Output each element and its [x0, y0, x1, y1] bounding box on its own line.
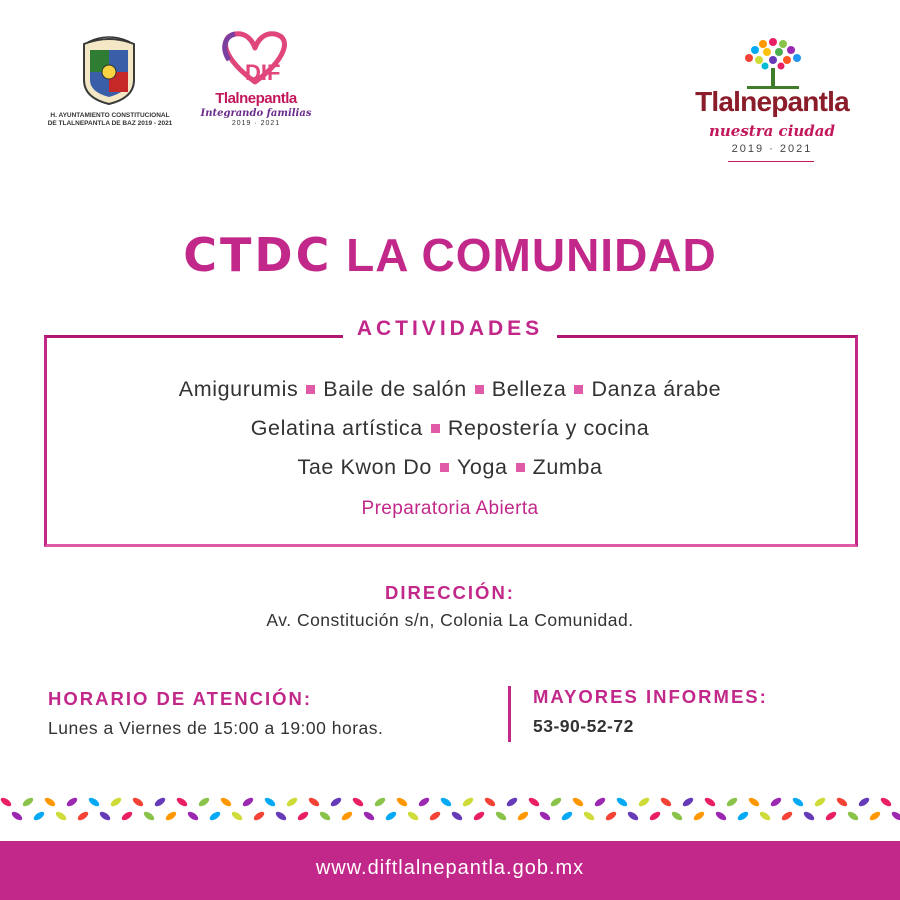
coat-of-arms-icon	[78, 36, 140, 106]
leaf-icon	[439, 796, 452, 808]
activity-item: Tae Kwon Do	[297, 455, 432, 479]
tree-icon	[735, 34, 811, 90]
leaf-icon	[285, 796, 298, 808]
dif-tagline: Integrando familias	[200, 108, 312, 119]
leaf-icon	[164, 810, 177, 822]
leaf-icon	[406, 810, 419, 822]
leaf-icon	[197, 796, 210, 808]
bullet-square-icon	[306, 385, 315, 394]
leaf-icon	[230, 810, 243, 822]
activity-item: Gelatina artística	[250, 416, 423, 440]
leaf-icon	[76, 810, 89, 822]
leaf-icon	[549, 796, 562, 808]
leaf-icon	[208, 810, 221, 822]
activities-line-1	[0, 377, 900, 402]
bullet-square-icon	[440, 463, 449, 472]
ayuntamiento-line2: DE TLALNEPANTLA DE BAZ 2019 - 2021	[47, 120, 173, 127]
leaf-icon	[186, 810, 199, 822]
leaf-icon	[98, 810, 111, 822]
dif-years: 2019 · 2021	[231, 120, 281, 127]
bullet-square-icon	[516, 463, 525, 472]
dif-city-name: Tlalnepantla	[215, 90, 297, 107]
title-bold: CTDC	[183, 228, 333, 282]
leaf-icon	[483, 796, 496, 808]
leaf-icon	[296, 810, 309, 822]
leaf-icon	[384, 810, 397, 822]
leaf-icon	[450, 810, 463, 822]
leaf-icon	[736, 810, 749, 822]
leaf-icon	[87, 796, 100, 808]
leaf-icon	[637, 796, 650, 808]
leaf-icon	[725, 796, 738, 808]
title-rest: LA COMUNIDAD	[346, 229, 717, 281]
activity-extra: Preparatoria Abierta	[361, 498, 539, 519]
leaf-icon	[54, 810, 67, 822]
leaf-icon	[582, 810, 595, 822]
leaf-icon	[373, 796, 386, 808]
activities-label: ACTIVIDADES	[343, 317, 557, 340]
leaf-icon	[703, 796, 716, 808]
activities-line-3	[0, 455, 900, 480]
activity-item: Danza árabe	[591, 377, 722, 401]
leaf-icon	[10, 810, 23, 822]
leaf-icon	[780, 810, 793, 822]
leaf-icon	[604, 810, 617, 822]
city-logo-underline	[728, 161, 814, 162]
leaf-icon	[307, 796, 320, 808]
leaf-icon	[516, 810, 529, 822]
activity-item: Repostería y cocina	[447, 416, 650, 440]
leaf-icon	[747, 796, 760, 808]
leaf-icon	[21, 796, 34, 808]
leaf-icon	[131, 796, 144, 808]
leaf-icon	[142, 810, 155, 822]
leaf-icon	[527, 796, 540, 808]
leaf-icon	[43, 796, 56, 808]
bullet-square-icon	[475, 385, 484, 394]
leaf-icon	[395, 796, 408, 808]
activities-heading	[0, 317, 900, 341]
leaf-icon	[868, 810, 881, 822]
leaf-icon	[626, 810, 639, 822]
address-text: Av. Constitución s/n, Colonia La Comunidad.	[266, 610, 634, 630]
city-logo-name: Tlalnepantla	[695, 86, 849, 117]
leaf-icon	[648, 810, 661, 822]
leaf-icon	[263, 796, 276, 808]
activity-item: Amigurumis	[178, 377, 299, 401]
leaf-icon	[670, 810, 683, 822]
leaf-icon	[109, 796, 122, 808]
bullet-square-icon	[431, 424, 440, 433]
leaf-icon	[219, 796, 232, 808]
leaf-icon	[318, 810, 331, 822]
leaf-icon	[494, 810, 507, 822]
website-url[interactable]: www.diftlalnepantla.gob.mx	[315, 857, 585, 879]
address-label: DIRECCIÓN:	[385, 582, 515, 603]
info-phone: 53-90-52-72	[533, 716, 634, 736]
vertical-divider	[508, 686, 511, 742]
leaf-icon	[175, 796, 188, 808]
leaf-icon	[252, 810, 265, 822]
decorative-leaf-border	[0, 793, 900, 825]
activity-item: Zumba	[532, 455, 603, 479]
leaf-icon	[692, 810, 705, 822]
activities-line-2	[0, 416, 900, 441]
city-logo-years: 2019 · 2021	[731, 143, 813, 155]
leaf-icon	[824, 810, 837, 822]
leaf-icon	[846, 810, 859, 822]
leaf-icon	[241, 796, 254, 808]
leaf-icon	[615, 796, 628, 808]
ayuntamiento-caption	[30, 112, 190, 128]
leaf-icon	[791, 796, 804, 808]
activity-item: Baile de salón	[323, 377, 467, 401]
leaf-icon	[153, 796, 166, 808]
dif-mark: DIF	[245, 60, 281, 85]
activity-item: Yoga	[456, 455, 508, 479]
leaf-icon	[890, 810, 900, 822]
leaf-icon	[571, 796, 584, 808]
schedule-label: HORARIO DE ATENCIÓN:	[48, 688, 313, 709]
leaf-icon	[538, 810, 551, 822]
leaf-icon	[32, 810, 45, 822]
leaf-icon	[813, 796, 826, 808]
leaf-icon	[802, 810, 815, 822]
leaf-icon	[329, 796, 342, 808]
leaf-icon	[560, 810, 573, 822]
leaf-icon	[681, 796, 694, 808]
leaf-icon	[362, 810, 375, 822]
leaf-icon	[461, 796, 474, 808]
leaf-icon	[120, 810, 133, 822]
leaf-icon	[758, 810, 771, 822]
leaf-icon	[65, 796, 78, 808]
leaf-icon	[274, 810, 287, 822]
leaf-icon	[351, 796, 364, 808]
leaf-icon	[659, 796, 672, 808]
activity-item: Belleza	[491, 377, 567, 401]
bullet-square-icon	[574, 385, 583, 394]
leaf-icon	[472, 810, 485, 822]
leaf-icon	[0, 796, 13, 808]
city-logo-tagline: nuestra ciudad	[708, 122, 835, 140]
leaf-icon	[835, 796, 848, 808]
page-title	[0, 228, 900, 282]
leaf-icon	[714, 810, 727, 822]
leaf-icon	[769, 796, 782, 808]
info-label: MAYORES INFORMES:	[533, 686, 768, 707]
leaf-icon	[879, 796, 892, 808]
ayuntamiento-line1: H. AYUNTAMIENTO CONSTITUCIONAL	[50, 112, 170, 119]
leaf-icon	[593, 796, 606, 808]
leaf-icon	[857, 796, 870, 808]
leaf-icon	[417, 796, 430, 808]
leaf-icon	[505, 796, 518, 808]
schedule-text: Lunes a Viernes de 15:00 a 19:00 horas.	[48, 718, 384, 738]
leaf-icon	[428, 810, 441, 822]
leaf-icon	[340, 810, 353, 822]
